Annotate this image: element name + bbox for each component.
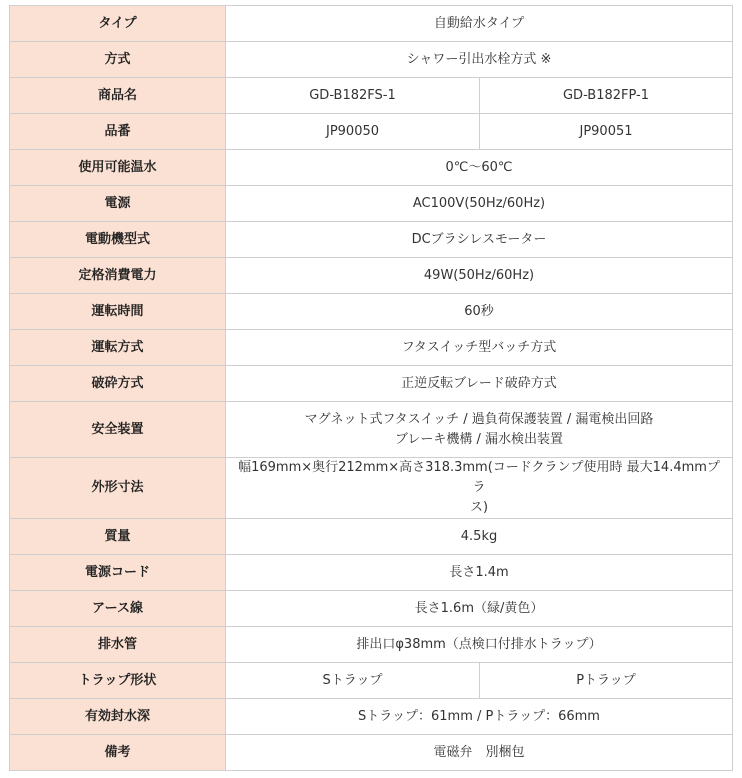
row-value-line-1: マグネット式フタスイッチ / 過負荷保護装置 / 漏電検出回路 bbox=[304, 411, 654, 427]
table-row bbox=[10, 258, 733, 294]
table-row bbox=[10, 42, 733, 78]
row-label: 備考 bbox=[10, 735, 226, 771]
row-label: 方式 bbox=[10, 42, 226, 78]
row-value: AC100V(50Hz/60Hz) bbox=[226, 186, 733, 222]
row-value: 電磁弁 別梱包 bbox=[226, 735, 733, 771]
row-value: 60秒 bbox=[226, 294, 733, 330]
table-row bbox=[10, 78, 733, 114]
row-label: 安全装置 bbox=[10, 402, 226, 458]
table-row bbox=[10, 555, 733, 591]
row-value-1: GD-B182FS-1 bbox=[226, 78, 480, 114]
row-value-line-1: 幅169mm×奥行212mm×高さ318.3mm(コードクランプ使用時 最大14.4mmプラ bbox=[238, 460, 720, 495]
row-label: 排水管 bbox=[10, 627, 226, 663]
row-label: 電源 bbox=[10, 186, 226, 222]
row-label: トラップ形状 bbox=[10, 663, 226, 699]
row-label: 電動機型式 bbox=[10, 222, 226, 258]
row-label: 商品名 bbox=[10, 78, 226, 114]
row-label: アース線 bbox=[10, 591, 226, 627]
row-label: 運転方式 bbox=[10, 330, 226, 366]
row-value-2: GD-B182FP-1 bbox=[480, 78, 733, 114]
row-label: 質量 bbox=[10, 519, 226, 555]
row-value: 49W(50Hz/60Hz) bbox=[226, 258, 733, 294]
row-label: タイプ bbox=[10, 6, 226, 42]
table-row bbox=[10, 150, 733, 186]
row-value-2: JP90051 bbox=[480, 114, 733, 150]
table-row bbox=[10, 591, 733, 627]
row-label: 品番 bbox=[10, 114, 226, 150]
row-value: フタスイッチ型バッチ方式 bbox=[226, 330, 733, 366]
table-row bbox=[10, 366, 733, 402]
row-label: 電源コード bbox=[10, 555, 226, 591]
table-row bbox=[10, 663, 733, 699]
table-row bbox=[10, 519, 733, 555]
row-value: Sトラップ：61mm / Pトラップ：66mm bbox=[226, 699, 733, 735]
row-label: 使用可能温水 bbox=[10, 150, 226, 186]
row-value-1: Sトラップ bbox=[226, 663, 480, 699]
row-value: 正逆反転ブレード破砕方式 bbox=[226, 366, 733, 402]
row-value-line-2: ブレーキ機構 / 漏水検出装置 bbox=[394, 431, 564, 447]
row-label: 定格消費電力 bbox=[10, 258, 226, 294]
row-label: 外形寸法 bbox=[10, 458, 226, 519]
row-value-1: JP90050 bbox=[226, 114, 480, 150]
row-value-line-2: ス) bbox=[469, 500, 489, 515]
row-value: DCブラシレスモーター bbox=[226, 222, 733, 258]
spec-table bbox=[9, 5, 733, 771]
table-row bbox=[10, 330, 733, 366]
row-label: 運転時間 bbox=[10, 294, 226, 330]
row-value: 排出口φ38mm（点検口付排水トラップ） bbox=[226, 627, 733, 663]
row-value: 4.5kg bbox=[226, 519, 733, 555]
row-value: 長さ1.4m bbox=[226, 555, 733, 591]
row-label: 破砕方式 bbox=[10, 366, 226, 402]
table-row bbox=[10, 114, 733, 150]
row-value bbox=[226, 458, 733, 519]
table-row bbox=[10, 458, 733, 519]
table-row bbox=[10, 735, 733, 771]
table-row bbox=[10, 402, 733, 458]
table-row bbox=[10, 6, 733, 42]
table-row bbox=[10, 222, 733, 258]
row-value: 自動給水タイプ bbox=[226, 6, 733, 42]
row-value: シャワー引出水栓方式 ※ bbox=[226, 42, 733, 78]
table-row bbox=[10, 699, 733, 735]
row-label: 有効封水深 bbox=[10, 699, 226, 735]
row-value: 長さ1.6m（緑/黄色） bbox=[226, 591, 733, 627]
table-row bbox=[10, 186, 733, 222]
row-value-2: Pトラップ bbox=[480, 663, 733, 699]
row-value bbox=[226, 402, 733, 458]
table-row bbox=[10, 294, 733, 330]
row-value: 0℃～60℃ bbox=[226, 150, 733, 186]
table-row bbox=[10, 627, 733, 663]
